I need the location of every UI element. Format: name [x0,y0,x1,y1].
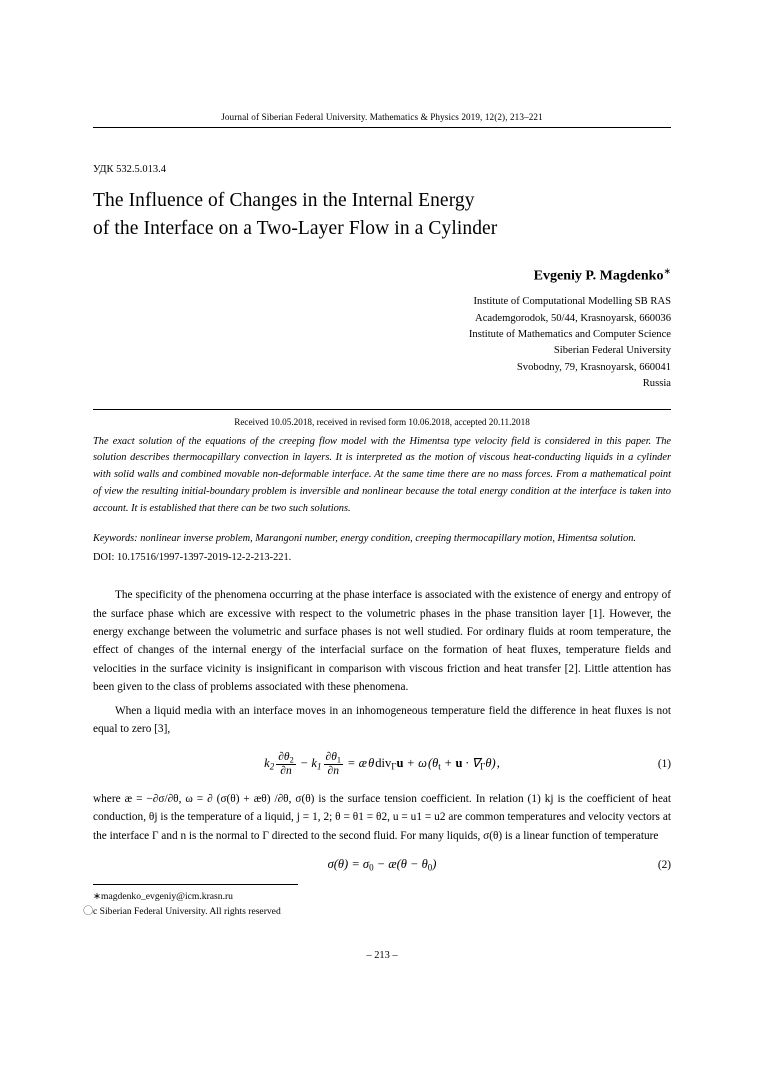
running-head: Journal of Siberian Federal University. Mathematics & Physics 2019, 12(2), 213–221 [221,112,543,122]
body-text [93,586,671,738]
affiliation-block [93,294,671,392]
equation-1-number: (1) [657,758,671,771]
keywords-text: Keywords: nonlinear inverse problem, Marangoni number, energy condition, creeping thermocapillary motion, Himentsa solution. [93,532,637,544]
equation-1 [93,751,671,778]
page-title [93,187,671,244]
affiliation-line: Institute of Computational Modelling SB RAS [473,296,671,308]
paragraph: The specificity of the phenomena occurring at the phase interface is associated with the existence of energy and entropy of the surface phase which are excessive with respect to the volumetric phases in the phase transition layer [1]. However, the energy exchange between the volumetric and surface phases is not well studied. For ordinary fluids at room temperature, the effect of changes of the internal energy of the interfacial surface on the formation of heat fluxes, temperature fields and velocities in the surface vicinity is insignificant in comparison with viscous friction and heat transfer [2]. Little attention has been given to the class of problems associated with these phenomena. [93,589,671,693]
abstract-rule [93,409,671,410]
title-line-1: The Influence of Changes in the Internal Energy [93,190,475,211]
title-line-2: of the Interface on a Two-Layer Flow in a Cylinder [93,218,498,240]
equation-2-number: (2) [657,858,671,871]
page-content [93,0,671,885]
page-number: – 213 – [366,950,398,961]
equation-1-body: $k_2$ $\frac{\partial\theta_2}{\partial n}$ − $k_1$ $\frac{\partial\theta_1}{\partial n}$ = æ θ div$_\Gamma$u + ω $(\theta_t + u \cdot \nabla_\Gamma\theta)$ , [264,750,500,778]
udk-code: УДК 532.5.013.4 [93,164,167,175]
footnote-email: ∗magdenko_evgeniy@icm.krasn.ru [93,891,233,902]
affiliation-line: Svobodny, 79, Krasnoyarsk, 660041 [516,361,671,373]
equation-2 [93,857,671,873]
author-name [93,266,671,285]
affiliation-line: Academgorodok, 50/44, Krasnoyarsk, 660036 [475,312,671,324]
footnote-rule [93,884,298,885]
footnote-copyright: ⃝c Siberian Federal University. All rights reserved [93,905,281,917]
received-dates: Received 10.05.2018, received in revised form 10.06.2018, accepted 20.11.2018 [234,416,530,427]
header-rule [93,127,671,128]
footnote-block [93,884,671,920]
doi-text: DOI: 10.17516/1997-1397-2019-12-2-213-221. [93,551,292,563]
affiliation-line: Institute of Mathematics and Computer Science [468,329,671,340]
equation-2-body: $\sigma(\theta) = \sigma_0$ − æ(θ − $\theta_0$) [327,857,437,873]
affiliation-line: Russia [642,378,671,390]
affiliation-line: Siberian Federal University [553,345,671,357]
body-text-after-eq1 [93,790,671,845]
paragraph: where æ = −∂σ/∂θ, ω = ∂ (σ(θ) + æθ) /∂θ, σ(θ) is the surface tension coefficient. In relation (1) kj is the coefficient of heat conduction, θj is the temperature of a liquid, j = 1, 2; θ = θ1 = θ2, u = u1 = u2 are common temperatures and velocity vectors at the interface Γ and n is the normal to Γ directed to the second fluid. For many liquids, σ(θ) is a linear function of temperature [93,793,671,842]
author-footnote-marker: ∗ [663,265,671,276]
abstract-text: The exact solution of the equations of the creeping flow model with the Himentsa type velocity field is considered in this paper. The solution describes thermocapillary convection in layers. It is interpreted as the motion of viscous heat-conducting liquids in a cylinder with solid walls and combined movable non-deformable interface. At the same time there are no mass forces. From a mathematical point of view the resulting initial-boundary problem is inversible and nonlinear because the total energy condition at the interface is taken into account. It is established that there can be two such solutions. [93,435,671,514]
author-name-text: Evgeniy P. Magdenko [533,268,664,284]
paragraph: When a liquid media with an interface moves in an inhomogeneous temperature field the difference in heat fluxes is not equal to zero [3], [93,705,671,736]
